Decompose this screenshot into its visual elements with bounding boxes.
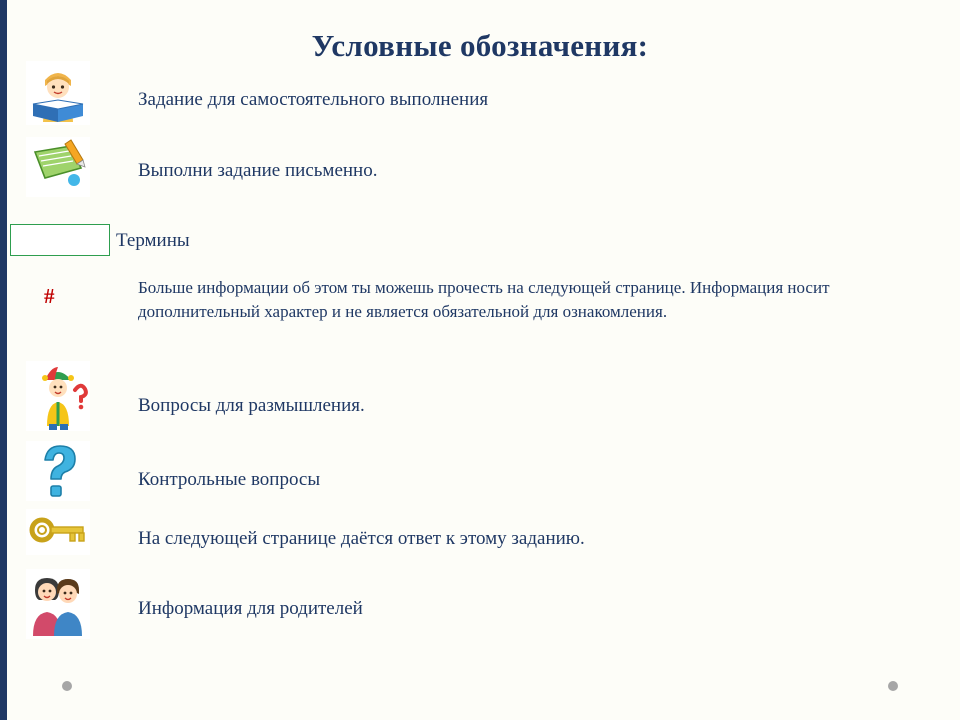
golden-key-icon <box>22 508 94 556</box>
legend-label: Термины <box>116 230 190 251</box>
footer-dot-right <box>888 681 898 691</box>
jester-with-question-mark-icon <box>22 360 94 432</box>
legend-item-answer-next-page <box>22 508 585 556</box>
hash-symbol: # <box>44 284 55 308</box>
legend-label: Выполни задание письменно. <box>138 160 378 181</box>
legend-label: Вопросы для размышления. <box>138 395 365 416</box>
legend-item-reflection-questions <box>22 360 365 432</box>
legend-label: Больше информации об этом ты можешь прочесть на следующей странице. Информация носит дополнительный характер и не является обязательной для ознакомления. <box>138 278 830 321</box>
legend-item-terms <box>10 224 190 256</box>
left-accent-bar <box>0 0 7 720</box>
hash-symbol-icon <box>22 276 94 309</box>
green-rectangle-frame-icon <box>10 224 116 256</box>
legend-item-control-questions <box>22 440 320 502</box>
legend-item-parents-info <box>22 568 363 640</box>
boy-reading-book-icon <box>22 60 94 126</box>
legend-item-more-info <box>22 276 910 324</box>
notebook-with-pencil-icon <box>22 136 94 198</box>
parents-family-icon <box>22 568 94 640</box>
legend-item-independent-task <box>22 60 488 126</box>
page-title: Условные обозначения: <box>311 28 649 63</box>
legend-label: На следующей странице даётся ответ к этому заданию. <box>138 528 585 549</box>
blue-question-mark-icon <box>22 440 94 502</box>
footer-dot-left <box>62 681 72 691</box>
legend-label: Информация для родителей <box>138 598 363 619</box>
legend-label: Контрольные вопросы <box>138 469 321 490</box>
legend-item-written-task <box>22 136 377 198</box>
legend-label: Задание для самостоятельного выполнения <box>138 89 489 110</box>
